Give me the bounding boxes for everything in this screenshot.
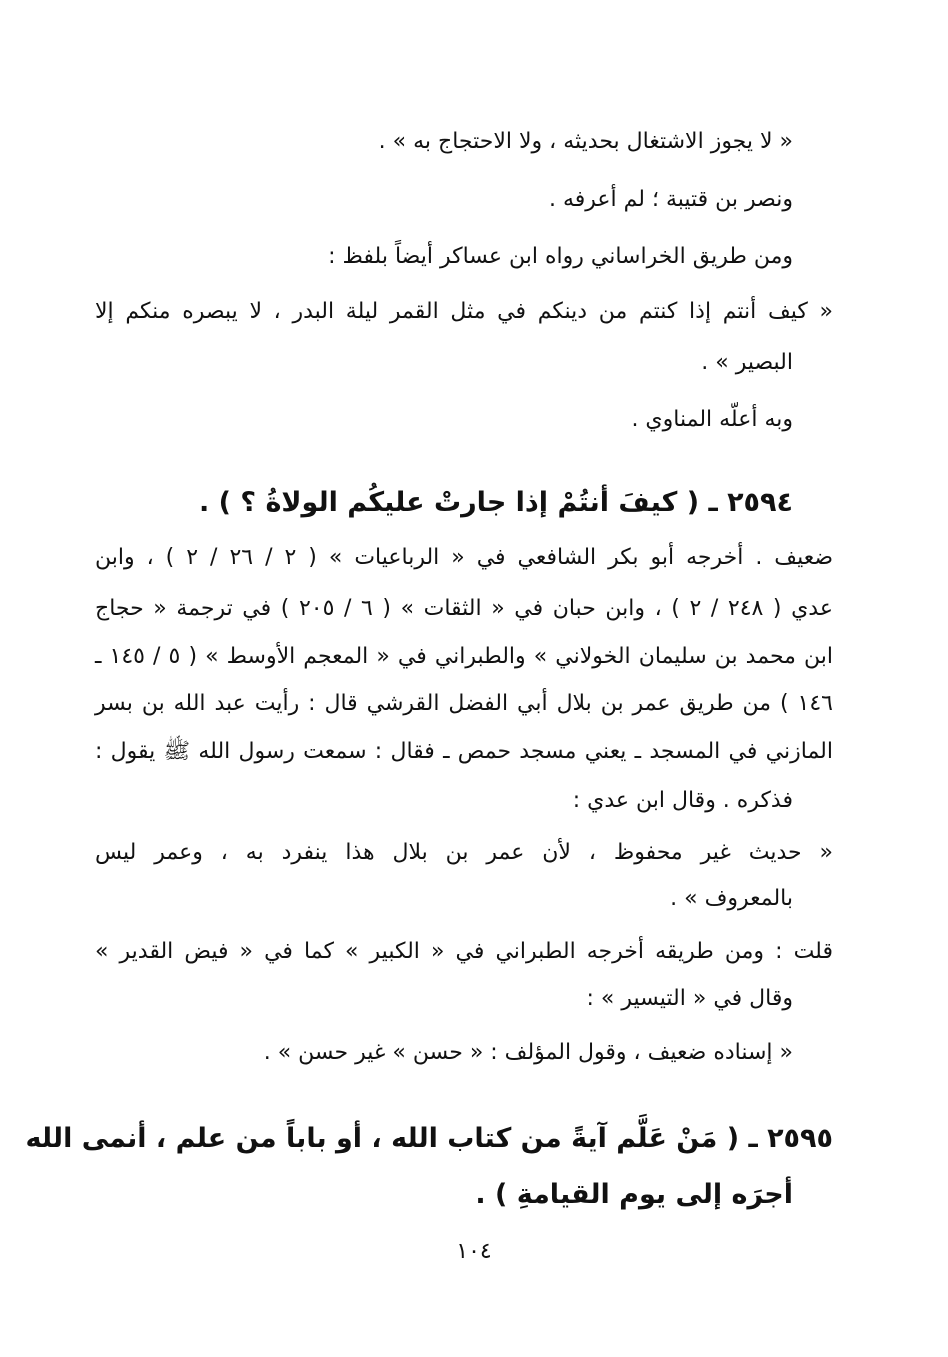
text-line-13: فذكره . وقال ابن عدي : xyxy=(572,788,793,813)
text-line-16: قلت : ومن طريقه أخرجه الطبراني في « الكبير » كما في « فيض القدير » xyxy=(95,939,833,964)
text-line-5: البصير » . xyxy=(701,350,793,375)
text-line-9: عدي ( ٢٤٨ / ٢ ) ، وابن حبان في « الثقات » ( ٦ / ٢٠٥ ) في ترجمة « حجاج xyxy=(95,596,833,621)
text-line-17: وقال في « التيسير » : xyxy=(586,986,793,1011)
text-line-8: ضعيف . أخرجه أبو بكر الشافعي في « الرباعيات » ( ٢ / ٢٦ / ٢ ) ، وابن xyxy=(95,545,834,570)
text-line-14: « حديث غير محفوظ ، لأن عمر بن بلال هذا ينفرد به ، وعمر ليس xyxy=(95,840,833,865)
text-line-2: ونصر بن قتيبة ؛ لم أعرفه . xyxy=(548,187,793,212)
hadith-heading-2595-cont: أجرَه إلى يوم القيامةِ ) . xyxy=(475,1179,793,1210)
hadith-heading-2594: ٢٥٩٤ ـ ( كيفَ أنتُمْ إذا جارتْ عليكُم الولاةُ ؟ ) . xyxy=(199,487,793,518)
page-number: ١٠٤ xyxy=(456,1239,492,1264)
hadith-heading-2595: ٢٥٩٥ ـ ( مَنْ عَلَّم آيةً من كتاب الله ، أو باباً من علم ، أنمى الله xyxy=(25,1123,833,1154)
text-line-11: ١٤٦ ) من طريق عمر بن بلال أبي الفضل القرشي قال : رأيت عبد الله بن بسر xyxy=(95,691,833,716)
text-line-10: ابن محمد بن سليمان الخولاني » والطبراني في « المعجم الأوسط » ( ٥ / ١٤٥ ـ xyxy=(95,644,833,669)
text-line-3: ومن طريق الخراساني رواه ابن عساكر أيضاً بلفظ : xyxy=(328,244,793,269)
text-line-12: المازني في المسجد ـ يعني مسجد حمص ـ فقال : سمعت رسول الله ﷺ يقول : xyxy=(95,739,833,764)
text-line-6: وبه أعلّه المناوي . xyxy=(631,407,793,432)
text-line-18: « إسناده ضعيف ، وقول المؤلف : « حسن » غير حسن » . xyxy=(263,1040,793,1065)
text-line-15: بالمعروف » . xyxy=(670,886,793,911)
text-line-4: « كيف أنتم إذا كنتم من دينكم في مثل القمر ليلة البدر ، لا يبصره منكم إلا xyxy=(95,299,833,324)
text-line-1: « لا يجوز الاشتغال بحديثه ، ولا الاحتجاج به » . xyxy=(378,129,793,154)
